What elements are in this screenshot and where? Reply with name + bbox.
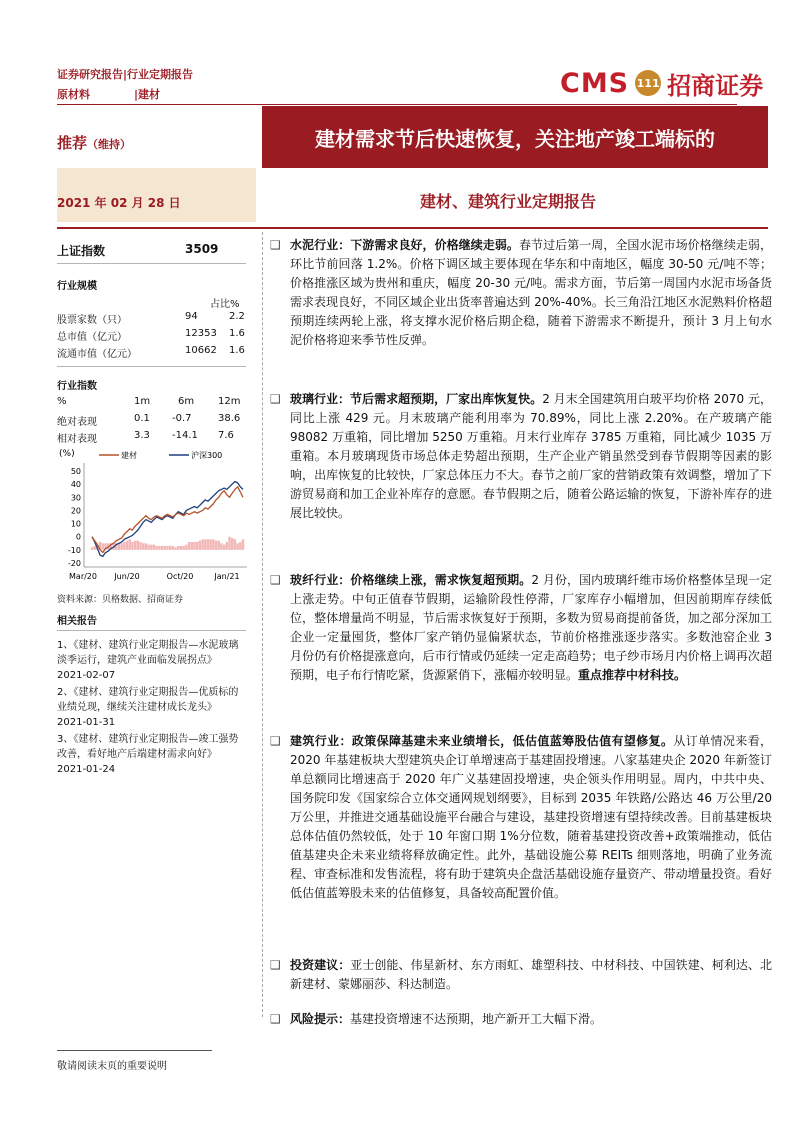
diff-bar (120, 543, 122, 550)
recommendation (57, 132, 131, 153)
divider (57, 263, 246, 264)
index-value: 3509 (185, 242, 219, 256)
diff-bar (193, 542, 195, 550)
scale-value: 10662 (185, 345, 217, 356)
x-tick-label: Oct/20 (166, 572, 194, 581)
index-chart (57, 446, 252, 582)
diff-bar (166, 546, 168, 550)
diff-bar (215, 541, 217, 550)
y-axis (68, 467, 81, 568)
diff-bar (169, 546, 171, 550)
diff-bar (223, 545, 225, 550)
logo-cn-text: 招商证券 (667, 70, 764, 100)
rec-label: 推荐 (57, 134, 88, 152)
diff-bar (234, 539, 236, 550)
chart-legend (99, 450, 222, 460)
footer-note: 敬请阅读末页的重要说明 (57, 1061, 167, 1072)
diff-bar (91, 547, 93, 550)
logo-cms-text: CMS (560, 67, 630, 99)
diff-bar (231, 538, 233, 550)
bullet-icon: ❑ (270, 734, 281, 748)
sector-line (57, 86, 161, 102)
title-rule (57, 227, 768, 229)
bullet-icon: ❑ (270, 238, 281, 252)
section-2 (270, 571, 772, 685)
diff-bar (239, 542, 241, 550)
divider (57, 630, 246, 631)
header-divider (57, 104, 737, 105)
perf-col-2: 6m (178, 396, 195, 407)
diff-bar (172, 546, 174, 550)
x-tick-label: Jan/21 (214, 572, 240, 581)
rec-status: （维持） (87, 138, 132, 151)
y-tick-label: -10 (67, 545, 81, 555)
related-report-item[interactable]: 2、《建材、建筑行业定期报告—优质标的业绩兑现，继续关注建材成长龙头》2021-01-31 (57, 687, 239, 728)
diff-bar (164, 546, 166, 550)
legend-jiancai: 建材 (121, 451, 137, 460)
perf-1m: 0.1 (134, 413, 150, 424)
perf-6m: -0.7 (172, 413, 192, 424)
diff-bar (158, 546, 160, 550)
diff-bar (209, 539, 211, 550)
perf-header (57, 396, 246, 411)
section-5 (270, 1010, 772, 1029)
scale-header (57, 295, 246, 310)
column-separator (262, 232, 263, 1017)
diff-bar (139, 542, 141, 550)
section-text: 亚士创能、伟星新材、东方雨虹、雄塑科技、中材科技、中国铁建、柯利达、北新建材、蒙娜丽莎、科达制造。 (290, 958, 772, 991)
perf-12m: 7.6 (218, 430, 234, 441)
scale-title: 行业规模 (57, 281, 97, 292)
perf-label: 绝对表现 (57, 417, 97, 428)
logo-emblem-icon: 111 (635, 70, 661, 96)
index-row (57, 242, 246, 260)
legend-hs300: 沪深300 (191, 451, 223, 460)
section-lead: 玻纤行业：价格继续上涨，需求恢复超预期。 (290, 573, 532, 587)
diff-bar (188, 542, 190, 550)
section-text: 从订单情况来看，2020 年基建板块大型建筑央企订单增速高于基建固投增速。八家基建央企 2020 年新签订单总额同比增速高于 2020 年广义基建固投增速，央企领头作用明显。周内，中共中央、国务院印发《国家综合立体交通网规划纲要》，目标到 2035 年铁路/公路达 46 万公里/20 万公里，并推进交通基础设施平台融合与建设，基建投资增速有望持续改善。目前基建板块总体估值仍然较低，处于 10 年窗口期 1%分位数，随着基建投资改善+政策端推动，低估值基建央企未来业绩将释放确定性。此外，基础设施公募 REITs 细则落地，明确了业务流程、审查标准和发售流程，将有助于建筑央企盘活基础设施存量资产、带动增量投资。看好低估值蓝筹股未来的估值修复，具备较高配置价值。 (290, 734, 772, 900)
diff-bar (150, 545, 152, 550)
scale-label: 股票家数（只） (57, 315, 127, 326)
scale-label: 流通市值（亿元） (57, 349, 137, 360)
related-report-item[interactable]: 3、《建材、建筑行业定期报告—竣工强势改善，看好地产后端建材需求向好》2021-01-24 (57, 734, 239, 775)
divider (57, 366, 246, 367)
section-highlight: 重点推荐中材科技。 (578, 668, 687, 682)
sector: 原材料 (57, 88, 90, 101)
perf-title: 行业指数 (57, 381, 97, 392)
diff-bar (218, 541, 220, 550)
bullet-icon: ❑ (270, 958, 281, 972)
section-1 (270, 390, 772, 523)
diff-bar (180, 546, 182, 550)
x-axis (69, 572, 240, 581)
diff-bar (161, 546, 163, 550)
series-jiancai-line (92, 487, 243, 553)
y-tick-label: -20 (67, 559, 81, 568)
diff-bar (185, 545, 187, 550)
scale-pct: 1.6 (229, 328, 245, 339)
section-lead: 风险提示： (290, 1012, 351, 1026)
x-tick-label: Jun/20 (114, 572, 140, 581)
diff-bar (156, 546, 158, 550)
y-tick-label: 50 (70, 467, 81, 476)
section-lead: 投资建议： (290, 958, 351, 972)
scale-value: 94 (185, 311, 198, 322)
diff-bar (123, 542, 125, 550)
bullet-icon: ❑ (270, 1012, 281, 1026)
cms-logo (560, 63, 763, 103)
diff-bar (226, 542, 228, 550)
scale-label: 总市值（亿元） (57, 332, 127, 343)
related-report-item[interactable]: 1、《建材、建筑行业定期报告—水泥玻璃淡季运行，建筑产业面临发展拐点》2021-02-07 (57, 640, 239, 681)
diff-bar (137, 541, 139, 550)
perf-col-3: 12m (218, 396, 241, 407)
index-label: 上证指数 (57, 244, 106, 258)
diff-bar (174, 547, 176, 550)
chart-ylabel: (%) (59, 449, 75, 459)
y-tick-label: 10 (70, 519, 81, 529)
report-date: 2021 年 02 月 28 日 (57, 196, 181, 210)
diff-bar (207, 539, 209, 550)
section-lead: 建筑行业：政策保障基建未来业绩增长，低估值蓝筹股估值有望修复。 (290, 734, 674, 748)
section-lead: 玻璃行业：节后需求超预期，厂家出库恢复快。 (290, 392, 543, 406)
section-text: 2 月份，国内玻璃纤维市场价格整体呈现一定上涨走势。中旬正值春节假期，运输阶段性停滞，厂家库存小幅增加，但因前期库存续低位，整体增量尚不明显，节后需求恢复好于预期，多数为贸易商提前备货，加之部分深加工企业一定量囤货，整体厂家产销仍显偏紧状态，节前价格推涨逐步落实。多数池窑企业 3 月份仍有价格提涨意向，后市行情或仍延续一定走高趋势；电子纱市场月内价格上调再次超预期，电子布行情吃紧，货源紧俏下，涨幅亦较明显。 (290, 573, 772, 682)
diff-bar (236, 543, 238, 550)
section-text: 基建投资增速不达预期，地产新开工大幅下滑。 (350, 1012, 603, 1026)
bullet-icon: ❑ (270, 392, 281, 406)
diff-bar (129, 539, 131, 550)
diff-bar (102, 543, 104, 550)
y-tick-label: 40 (70, 480, 81, 490)
diff-bar (242, 539, 244, 550)
diff-bar (126, 541, 128, 550)
section-lead: 水泥行业：下游需求良好，价格继续走弱。 (290, 238, 519, 252)
diff-bar (142, 543, 144, 550)
report-subtitle: 建材、建筑行业定期报告 (420, 192, 597, 211)
section-4 (270, 956, 772, 994)
diff-bar (93, 546, 95, 550)
section-text: 春节过后第一周，全国水泥市场价格继续走弱，环比节前回落 1.2%。价格下调区域主要体现在华东和中南地区，幅度 30-50 元/吨不等；价格推涨区域为贵州和重庆，幅度 20-30 元/吨。需求方面，节后第一周国内水泥市场备货需求表现良好，不同区域企业出货率普遍达到 20%-40%。长三角沿江地区水泥熟料价格超预期连续两轮上涨，将支撑水泥价格后期企稳，随着下游需求不断提升，预计 3 月上旬水泥价格将迎来季节性反弹。 (290, 238, 772, 347)
diff-bar (147, 545, 149, 550)
perf-row (57, 413, 246, 428)
y-tick-label: 30 (70, 493, 81, 503)
bullet-icon: ❑ (270, 573, 281, 587)
diff-bar (196, 542, 198, 550)
diff-bar (145, 543, 147, 550)
scale-value: 12353 (185, 328, 217, 339)
perf-row (57, 430, 246, 445)
perf-col-1: 1m (134, 396, 151, 407)
y-tick-label: 20 (70, 506, 81, 516)
perf-6m: -14.1 (172, 430, 198, 441)
diff-bar (191, 542, 193, 550)
section-0 (270, 236, 772, 350)
diff-bar (199, 541, 201, 550)
scale-pct: 2.2 (229, 311, 245, 322)
scale-col: 占比% (210, 299, 240, 310)
perf-col-0: % (57, 396, 67, 407)
perf-12m: 38.6 (218, 413, 241, 424)
diff-bar (201, 539, 203, 550)
scale-pct: 1.6 (229, 345, 245, 356)
related-title: 相关报告 (57, 616, 97, 627)
report-type: 证券研究报告|行业定期报告 (57, 68, 194, 81)
diff-bar (182, 546, 184, 550)
diff-bar (153, 545, 155, 550)
y-tick-label: 0 (75, 532, 81, 542)
scale-row (57, 328, 246, 343)
x-tick-label: Mar/20 (69, 572, 97, 581)
diff-bar (220, 543, 222, 550)
section-3 (270, 732, 772, 903)
scale-row (57, 345, 246, 360)
sub-sector: |建材 (134, 88, 161, 101)
section-text: 2 月末全国建筑用白玻平均价格 2070 元，同比上涨 429 元。月末玻璃产能利用率为 70.89%，同比上涨 2.20%。在产玻璃产能 98082 万重箱，同比增加 5250 万重箱。月末行业库存 3785 万重箱，同比减少 1035 万重箱。本月玻璃现货市场总体走势超出预期，生产企业产销虽然受到春节假期等因素的影响，出库恢复的比较快，厂家总体压力不大。春节之前厂家的营销政策有效调整，增加了下游贸易商和加工企业补库存的意愿。春节假期之后，随着公路运输的恢复，下游补库存的进展比较快。 (290, 392, 772, 520)
footer-rule (57, 1050, 212, 1051)
perf-label: 相对表现 (57, 434, 97, 445)
diff-bar (134, 541, 136, 550)
diff-bar (131, 542, 133, 550)
page-title: 建材需求节后快速恢复，关注地产竣工端标的 (262, 106, 768, 168)
scale-row (57, 311, 246, 326)
perf-1m: 3.3 (134, 430, 150, 441)
diff-bar (228, 537, 230, 550)
diff-bar (177, 546, 179, 550)
diff-bar (212, 539, 214, 550)
diff-bar (204, 539, 206, 550)
chart-source: 资料来源：贝格数据、招商证券 (57, 595, 184, 605)
